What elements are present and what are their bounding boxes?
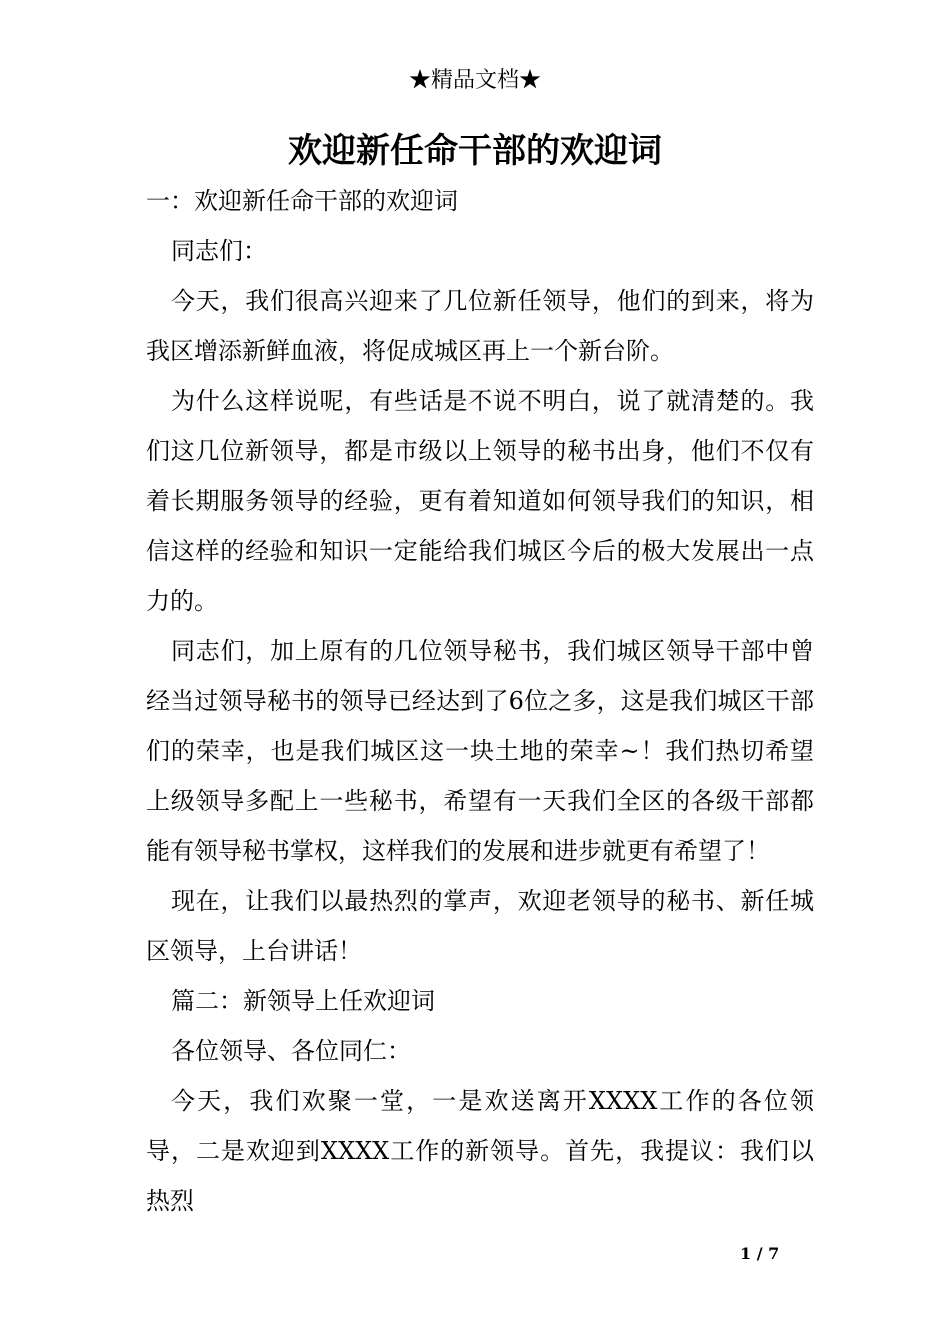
page-header: ★精品文档★ bbox=[408, 68, 541, 93]
paragraph-section-heading: 篇二：新领导上任欢迎词 bbox=[171, 987, 435, 1015]
current-page-number: 1 bbox=[740, 1244, 752, 1263]
paragraph-section-heading: 一：欢迎新任命干部的欢迎词 bbox=[146, 187, 458, 215]
paragraph: 同志们，加上原有的几位领导秘书，我们城区领导干部中曾经当过领导秘书的领导已经达到了6位之多，这是我们城区干部们的荣幸，也是我们城区这一块土地的荣幸~！我们热切希望上级领导多配上一些秘书，希望有一天我们全区的各级干部都能有领导秘书掌权，这样我们的发展和进步就更有希望了！ bbox=[146, 637, 814, 865]
page-separator: / bbox=[751, 1244, 769, 1263]
paragraph: 为什么这样说呢，有些话是不说不明白，说了就清楚的。我们这几位新领导，都是市级以上领导的秘书出身，他们不仅有着长期服务领导的经验，更有着知道如何领导我们的知识，相信这样的经验和知识一定能给我们城区今后的极大发展出一点力的。 bbox=[146, 387, 814, 615]
paragraph: 今天，我们欢聚一堂，一是欢送离开XXXX工作的各位领导，二是欢迎到XXXX工作的新领导。首先，我提议：我们以热烈 bbox=[146, 1087, 814, 1215]
paragraph-salutation: 同志们： bbox=[171, 237, 267, 265]
paragraph-salutation: 各位领导、各位同仁： bbox=[171, 1037, 411, 1065]
paragraph: 今天，我们很高兴迎来了几位新任领导，他们的到来，将为我区增添新鲜血液，将促成城区再上一个新台阶。 bbox=[146, 287, 814, 365]
paragraph: 现在，让我们以最热烈的掌声，欢迎老领导的秘书、新任城区领导，上台讲话！ bbox=[146, 887, 814, 965]
total-pages: 7 bbox=[768, 1244, 780, 1263]
document-body bbox=[146, 176, 814, 1226]
document-title: 欢迎新任命干部的欢迎词 bbox=[288, 131, 662, 171]
page-number-footer bbox=[740, 1244, 800, 1264]
